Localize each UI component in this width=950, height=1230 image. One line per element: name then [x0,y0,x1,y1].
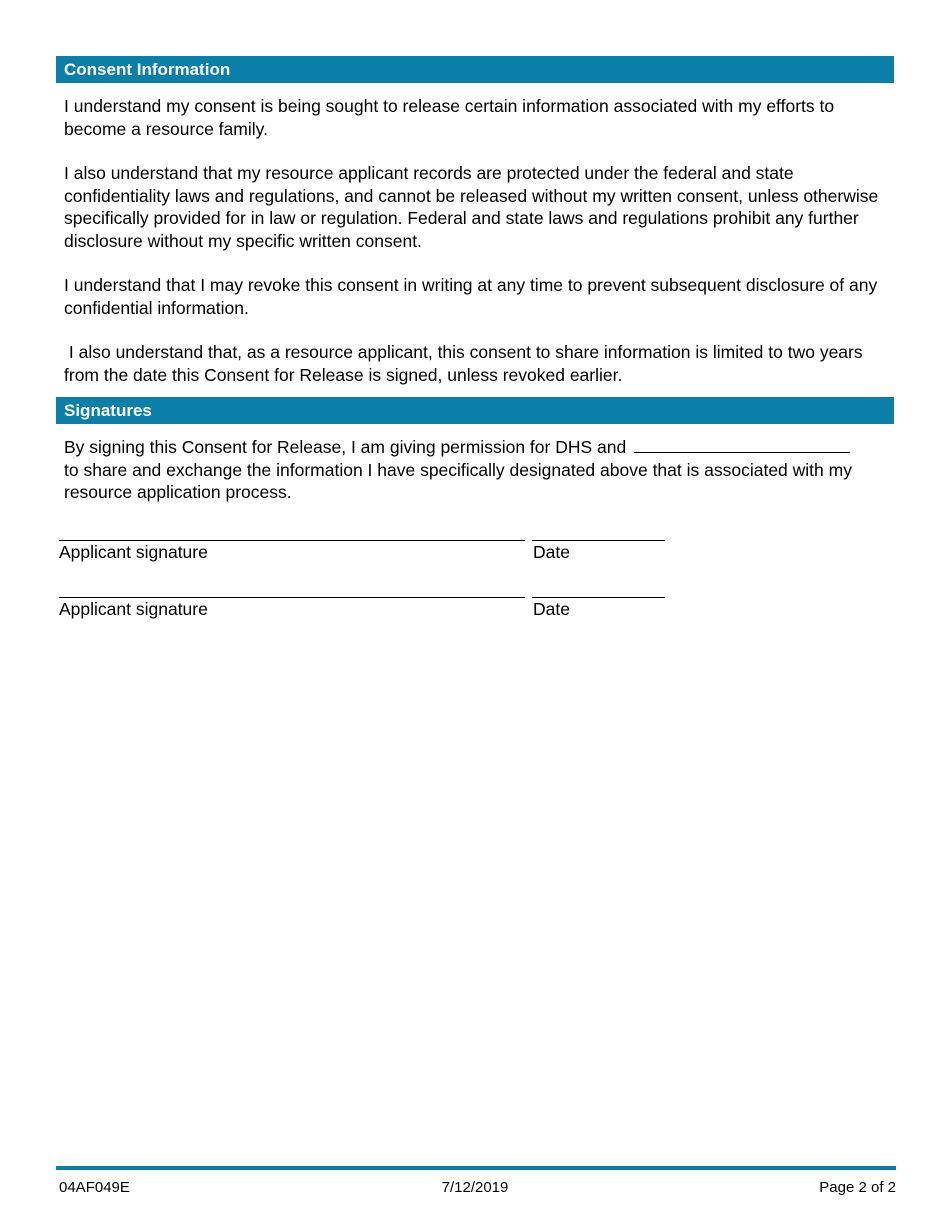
agency-name-field[interactable] [634,436,850,453]
consent-paragraph: I understand that I may revoke this consent in writing at any time to prevent subsequent disclosure of any confidential information. [64,275,878,318]
applicant-signature-field[interactable] [59,597,525,598]
form-date: 7/12/2019 [441,1179,509,1196]
applicant-signature-label: Applicant signature [59,542,208,562]
signature-intro [64,436,894,504]
consent-information-header: Consent Information [56,56,894,83]
signatures-header: Signatures [56,397,894,424]
signature-intro-continuation: to share and exchange the information I have specifically designated above that is associated with my resource application process. [64,459,852,502]
page-number: Page 2 of 2 [819,1179,896,1196]
date-field[interactable] [532,540,665,541]
applicant-signature-label: Applicant signature [59,599,208,619]
consent-paragraph: I understand my consent is being sought to release certain information associated with my efforts to become a resource family. [64,96,835,139]
date-label: Date [533,599,570,619]
form-number: 04AF049E [59,1179,130,1196]
signature-intro-text: By signing this Consent for Release, I am giving permission for DHS and [64,437,627,457]
consent-paragraph: I also understand that, as a resource applicant, this consent to share information is limited to two years from the date this Consent for Release is signed, unless revoked earlier. [64,342,868,385]
applicant-signature-field[interactable] [59,540,525,541]
footer-rule [56,1166,896,1170]
date-label: Date [533,542,570,562]
consent-paragraph: I also understand that my resource applicant records are protected under the federal and state confidentiality laws and regulations, and cannot be released without my written consent, unless otherwise specifically provided for in law or regulation. Federal and state laws and regulations prohibit any further disclosure without my specific written consent. [64,163,879,251]
date-field[interactable] [532,597,665,598]
